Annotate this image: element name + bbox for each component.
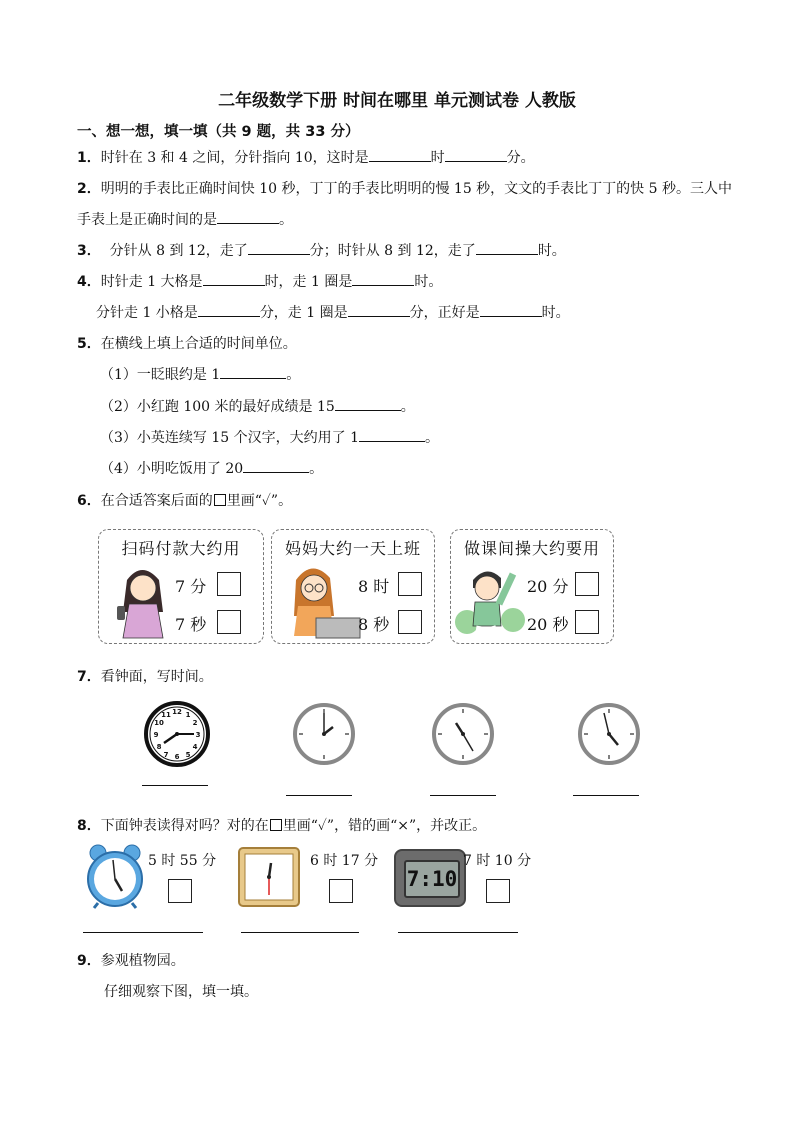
question-5: [77, 333, 297, 353]
question-text: 时。: [414, 274, 443, 290]
question-8: [77, 815, 486, 835]
question-2-cont: [77, 209, 293, 229]
question-5-item: [100, 364, 300, 384]
svg-text:9: 9: [153, 731, 159, 739]
question-text: 。: [400, 399, 415, 415]
checkbox-icon: [214, 494, 226, 506]
answer-blank[interactable]: [430, 795, 496, 796]
answer-blank[interactable]: [359, 427, 425, 442]
answer-blank[interactable]: [335, 396, 401, 411]
question-9: [77, 950, 185, 970]
question-3: [77, 240, 566, 260]
answer-checkbox[interactable]: [575, 610, 599, 634]
answer-checkbox[interactable]: [217, 572, 241, 596]
answer-blank[interactable]: [248, 240, 310, 255]
question-text: 看钟面，写时间。: [100, 669, 213, 685]
wooden-clock-icon: [238, 847, 300, 907]
option-label: 7 分: [175, 577, 207, 596]
clock-reading-label: 7 时 10 分: [463, 853, 532, 869]
answer-checkbox[interactable]: [168, 879, 192, 903]
svg-text:10: 10: [154, 719, 164, 727]
answer-checkbox[interactable]: [398, 572, 422, 596]
option-label: 8 时: [358, 577, 390, 596]
answer-blank[interactable]: [243, 458, 309, 473]
clock-face-icon: [293, 703, 355, 765]
answer-blank[interactable]: [241, 932, 359, 933]
clock-face-icon: [578, 703, 640, 765]
answer-blank[interactable]: [286, 795, 352, 796]
clock-reading-label: 6 时 17 分: [310, 853, 379, 869]
answer-checkbox[interactable]: [329, 879, 353, 903]
card-title: 妈妈大约一天上班: [284, 539, 421, 558]
option-label: 7 秒: [175, 615, 207, 634]
question-text: 参观植物园。: [100, 953, 185, 969]
question-text: 在合适答案后面的: [100, 493, 213, 509]
question-text: （2）小红跑 100 米的最好成绩是 15: [100, 399, 335, 415]
clock-face-icon: [432, 703, 494, 765]
question-number: 6．: [77, 493, 101, 509]
answer-checkbox[interactable]: [486, 879, 510, 903]
question-text: 时，走 1 圈是: [264, 274, 353, 290]
question-text: 。: [309, 461, 324, 477]
question-text: 手表上是正确时间的是: [77, 212, 217, 228]
question-text: 分。: [506, 150, 535, 166]
question-text: 在横线上填上合适的时间单位。: [100, 336, 297, 352]
svg-text:11: 11: [161, 711, 171, 719]
question-text: 分，走 1 圈是: [259, 305, 348, 321]
question-4-cont: [96, 302, 570, 322]
question-text: 里画“✓”。: [226, 493, 293, 509]
answer-blank[interactable]: [573, 795, 639, 796]
svg-text:3: 3: [195, 731, 201, 739]
question-5-item: [100, 458, 323, 478]
question-5-item: [100, 396, 415, 416]
question-number: 2．: [77, 181, 101, 197]
svg-text:8: 8: [156, 743, 162, 751]
option-label: 8 秒: [358, 615, 390, 634]
answer-checkbox[interactable]: [398, 610, 422, 634]
answer-blank[interactable]: [369, 147, 431, 162]
answer-blank[interactable]: [480, 302, 542, 317]
digital-display: 7:10: [404, 860, 460, 898]
question-text: 明明的手表比正确时间快 10 秒，丁丁的手表比明明的慢 15 秒，文文的手表比丁丁的快 5 秒。三人中: [100, 181, 732, 197]
answer-blank[interactable]: [217, 209, 279, 224]
page-title: 二年级数学下册 时间在哪里 单元测试卷 人教版: [218, 91, 576, 111]
svg-text:4: 4: [192, 743, 198, 751]
question-text: 分；时针从 8 到 12，走了: [309, 243, 476, 259]
question-text: 时。: [541, 305, 570, 321]
question-4: [77, 271, 442, 291]
answer-blank[interactable]: [83, 932, 203, 933]
question-number: 1．: [77, 150, 101, 166]
question-text: （1）一眨眼约是 1: [100, 367, 221, 383]
question-text: 。: [424, 430, 439, 446]
svg-text:1: 1: [185, 711, 191, 719]
question-text: 。: [286, 367, 301, 383]
question-2: [77, 178, 732, 198]
question-text: 下面钟表读得对吗？对的在: [100, 818, 269, 834]
digital-clock-icon: [394, 849, 466, 907]
svg-text:12: 12: [172, 708, 182, 716]
question-text: （3）小英连续写 15 个汉字，大约用了 1: [100, 430, 359, 446]
question-number: 7．: [77, 669, 101, 685]
question-number: 9．: [77, 953, 101, 969]
clock-face-icon: [144, 701, 210, 767]
answer-checkbox[interactable]: [217, 610, 241, 634]
answer-blank[interactable]: [445, 147, 507, 162]
svg-text:2: 2: [192, 719, 198, 727]
answer-blank[interactable]: [476, 240, 538, 255]
checkbox-icon: [270, 819, 282, 831]
svg-text:7: 7: [163, 751, 169, 759]
choice-card: [271, 529, 435, 644]
girl-with-phone-illustration: [107, 560, 177, 640]
clock-reading-label: 5 时 55 分: [148, 853, 217, 869]
card-title: 扫码付款大约用: [121, 539, 241, 558]
question-number: 3．: [77, 243, 101, 259]
card-title: 做课间操大约要用: [463, 539, 600, 558]
answer-blank[interactable]: [142, 785, 208, 786]
question-text: 时针在 3 和 4 之间，分针指向 10，这时是: [100, 150, 369, 166]
question-text: （4）小明吃饭用了 20: [100, 461, 244, 477]
question-text: 分针走 1 小格是: [96, 305, 198, 321]
question-text: 。: [279, 212, 293, 228]
choice-card: [450, 529, 614, 644]
question-text: 分，正好是: [409, 305, 480, 321]
answer-blank[interactable]: [198, 302, 260, 317]
boy-exercising-illustration: [457, 560, 527, 640]
answer-blank[interactable]: [348, 302, 410, 317]
svg-text:5: 5: [185, 751, 191, 759]
question-number: 8．: [77, 818, 101, 834]
question-number: 4．: [77, 274, 101, 290]
question-text: 时针走 1 大格是: [100, 274, 203, 290]
answer-blank[interactable]: [398, 932, 518, 933]
question-text: 里画“✓”，错的画“×”，并改正。: [282, 818, 487, 834]
option-label: 20 秒: [527, 615, 569, 634]
woman-with-laptop-illustration: [282, 560, 362, 640]
answer-checkbox[interactable]: [575, 572, 599, 596]
question-5-item: [100, 427, 439, 447]
choice-card: [98, 529, 264, 644]
section-heading: 一、想一想，填一填（共 9 题，共 33 分）: [77, 124, 360, 140]
answer-blank[interactable]: [220, 364, 286, 379]
question-text: 时: [430, 150, 445, 166]
answer-blank[interactable]: [352, 271, 414, 286]
question-7: [77, 666, 213, 686]
alarm-clock-icon: [84, 843, 146, 909]
question-text: 分针从 8 到 12，走了: [109, 243, 248, 259]
svg-text:6: 6: [174, 753, 180, 761]
question-number: 5．: [77, 336, 101, 352]
option-label: 20 分: [527, 577, 569, 596]
question-1: [77, 147, 535, 167]
question-text: 时。: [537, 243, 566, 259]
answer-blank[interactable]: [203, 271, 265, 286]
question-subtext: 仔细观察下图，填一填。: [104, 984, 258, 1000]
question-6: [77, 490, 292, 510]
